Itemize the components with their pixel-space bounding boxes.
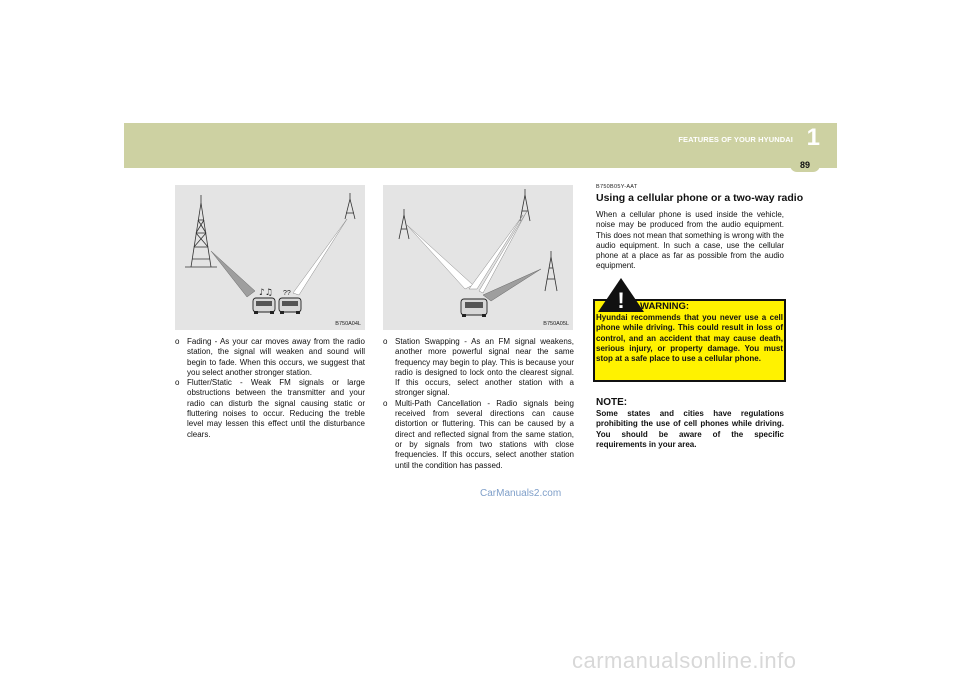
- section-body: When a cellular phone is used inside the vehicle, noise may be produced from the audio equipment. This does not mean that something is wrong with the audio equipment. In such a case, use the cellular phone at a place as far as possible from the audio equipment.: [596, 210, 784, 271]
- warning-label: WARNING:: [640, 301, 690, 312]
- radio-tower-icon: [520, 189, 530, 221]
- column-1-text: [175, 337, 365, 440]
- car-icon: [279, 298, 301, 314]
- radio-tower-icon: [399, 209, 409, 239]
- header-band: [124, 123, 837, 168]
- warning-triangle-icon: [596, 277, 646, 313]
- question-marks: ??: [283, 290, 291, 297]
- figure-code: B750A04L: [335, 321, 361, 327]
- radio-tower-icon: [545, 251, 557, 291]
- list-item: o Flutter/Static - Weak FM signals or large obstructions between the transmitter and your radio can disturb the signal causing static or fluttering noises to occur. Reducing the treble level may lessen this effect until the disturbance clears.: [175, 378, 365, 439]
- figure-multipath: [383, 185, 573, 330]
- radio-tower-icon: [185, 195, 217, 267]
- list-item: o Multi-Path Cancellation - Radio signals being received from several directions can cause distortion or fluttering. This can be caused by a direct and reflected signal from the same station, or by signals from two stations with close frequencies. If this occurs, select another station until the condition has passed.: [383, 398, 574, 470]
- figure-fading: [175, 185, 365, 330]
- radio-tower-icon: [345, 193, 355, 219]
- figure-code: B750A05L: [543, 321, 569, 327]
- page-number: 89: [790, 158, 820, 172]
- watermark-link[interactable]: CarManuals2.com: [480, 488, 562, 499]
- section-code: B750B05Y-AAT: [596, 184, 638, 190]
- section-title: Using a cellular phone or a two-way radio: [596, 192, 804, 204]
- section-header-title: FEATURES OF YOUR HYUNDAI: [678, 135, 793, 144]
- music-notes-icon: ♪♫: [259, 288, 273, 298]
- list-item: o Station Swapping - As an FM signal weakens, another more powerful signal near the same frequency may begin to play. This is because your radio is designed to lock onto the clearest signal. If this occurs, select another station with a stronger signal.: [383, 337, 574, 398]
- car-icon: [461, 299, 487, 317]
- svg-text:!: !: [617, 288, 625, 313]
- column-2-text: [383, 337, 574, 471]
- fading-illustration: [175, 185, 365, 330]
- watermark-site: carmanualsonline.info: [572, 648, 797, 673]
- multipath-illustration: [383, 185, 573, 330]
- list-item: o Fading - As your car moves away from the radio station, the signal will weaken and sound will begin to fade. When this occurs, we suggest that you select another stronger station.: [175, 337, 365, 377]
- note-label: NOTE:: [596, 397, 628, 408]
- note-text: Some states and cities have regulations prohibiting the use of cell phones while driving. You should be aware of the specific requirements in your area.: [596, 409, 784, 449]
- chapter-number: 1: [806, 124, 820, 151]
- warning-text: Hyundai recommends that you never use a cell phone while driving. This could result in loss of control, and an accident that may cause death, serious injury, or property damage. You must stop at a safe place to use a cellular phone.: [596, 313, 783, 364]
- car-icon: [253, 298, 275, 314]
